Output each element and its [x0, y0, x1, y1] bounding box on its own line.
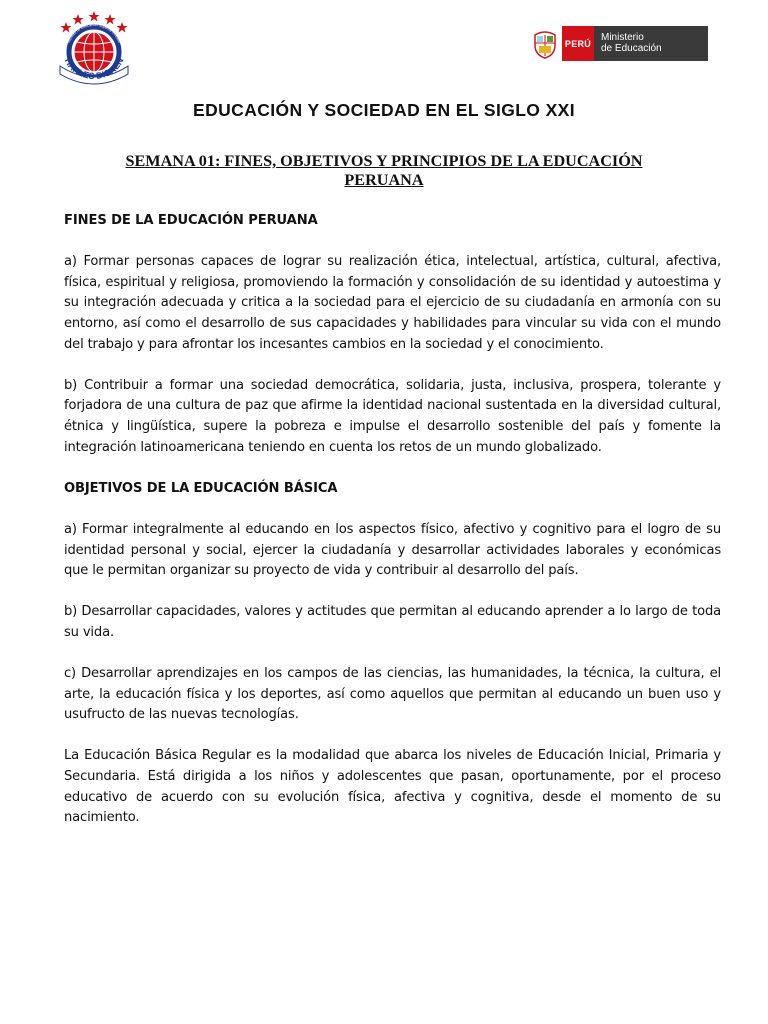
ministry-name	[594, 26, 708, 61]
institute-logo	[54, 8, 134, 90]
paragraph-fines-a: a) Formar personas capaces de lograr su realización ética, intelectual, artística, cultural, afectiva, física, espiritual y religiosa, promoviendo la formación y consolidación de su identidad y autoestima y su integración adecuada y critica a la sociedad para el ejercicio de su ciudadanía en armonía con su entorno, así como el desarrollo de sus capacidades y habilidades para vincular su vida con el mundo del trabajo y para afrontar los incesantes cambios en la sociedad y el conocimiento.	[64, 254, 721, 352]
ministry-name-line1: Ministerio	[601, 32, 644, 43]
paragraph-objetivos-a: a) Formar integralmente al educando en los aspectos físico, afectivo y cognitivo para el logro de su identidad personal y social, ejercer la ciudadanía y desarrollar actividades laborales y económicas que le permitan organizar su proyecto de vida y contribuir al desarrollo del país.	[64, 521, 721, 579]
ministry-name-line2: de Educación	[601, 43, 662, 54]
document-body	[64, 211, 721, 849]
peru-badge: PERÚ	[562, 26, 594, 61]
paragraph-fines-b: b) Contribuir a formar una sociedad democrática, solidaria, justa, inclusiva, prospera, tolerante y forjadora de una cultura de paz que afirme la identidad nacional sustentada en la diversidad cultural, étnica y lingüística, supere la pobreza e impulse el desarrollo sostenible del país y fomente la integración latinoamericana teniendo en cuenta los retos de un mundo globalizado.	[64, 377, 721, 455]
section-heading-objetivos: OBJETIVOS DE LA EDUCACIÓN BÁSICA	[64, 480, 338, 496]
institute-ring-text: Instituto de Educación Superior Privado	[66, 22, 122, 44]
section-heading-fines: FINES DE LA EDUCACIÓN PERUANA	[64, 213, 318, 228]
peru-coat-of-arms-icon	[528, 26, 562, 61]
document-subtitle: SEMANA 01: FINES, OBJETIVOS Y PRINCIPIOS DE LA EDUCACIÓN PERUANA	[125, 152, 643, 189]
paragraph-objetivos-b: b) Desarrollar capacidades, valores y actitudes que permitan al educando aprender a lo largo de toda su vida.	[64, 604, 721, 640]
institute-seal-icon	[54, 8, 134, 90]
paragraph-ebr: La Educación Básica Regular es la modalidad que abarca los niveles de Educación Inicial, Primaria y Secundaria. Está dirigida a los niños y adolescentes que pasan, oportunamente, por el proceso educativo de acuerdo con su evolución física, afectiva y cognitiva, desde el momento de su nacimiento.	[64, 748, 721, 826]
ministry-logo	[528, 26, 708, 61]
institute-name-text: HARLES DICKEN	[62, 56, 126, 82]
paragraph-objetivos-c: c) Desarrollar aprendizajes en los campos de las ciencias, las humanidades, la técnica, la cultura, el arte, la educación física y los deportes, así como aquellos que permitan al educando un buen uso y usufructo de las nuevas tecnologías.	[64, 666, 721, 723]
document-title: EDUCACIÓN Y SOCIEDAD EN EL SIGLO XXI	[193, 100, 575, 120]
